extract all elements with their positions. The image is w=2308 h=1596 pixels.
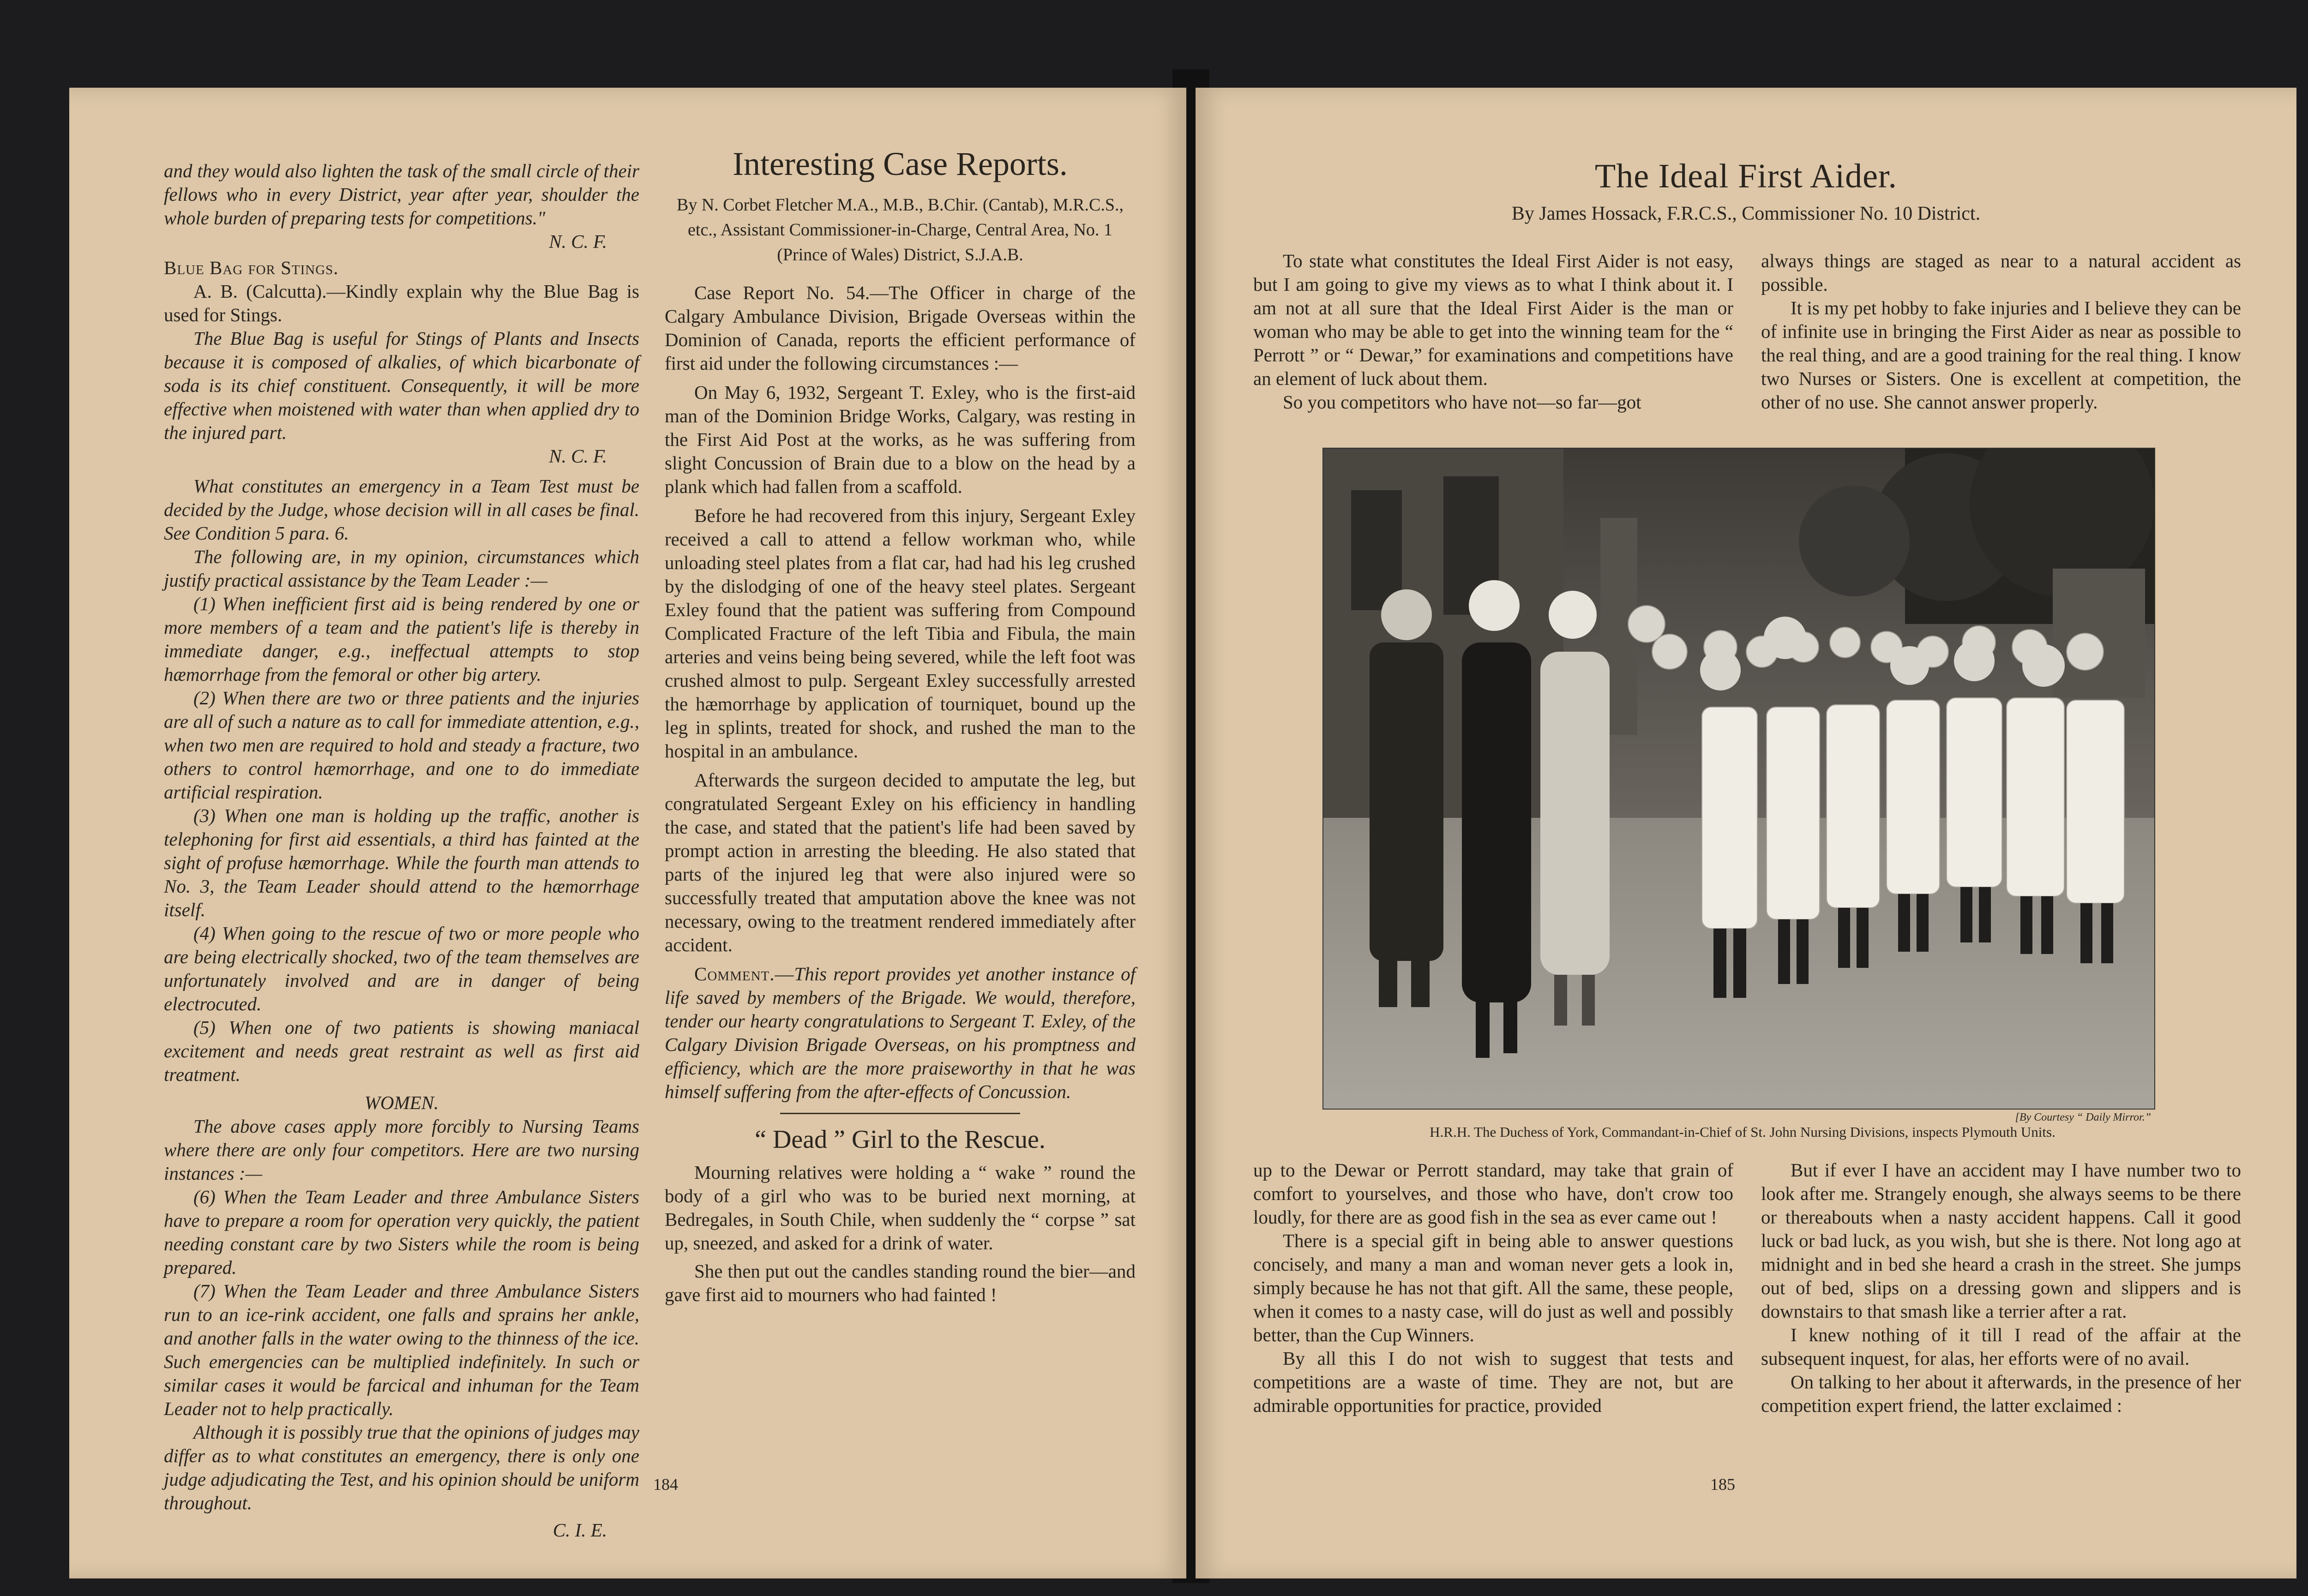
right-bottom-column-2 — [1761, 1158, 2241, 1417]
paragraph: Afterwards the surgeon decided to amputate the leg, but congratulated Sergeant Exley on his efficiency in handling the case, and stated that the patient's life had been saved by prompt action in arresting the bleeding. He also stated that parts of the injured leg that were also injured were so successfully treated that amputation above the knee was not necessary, owing to the treatment rendered immediately after accident. — [665, 769, 1136, 955]
paragraph: There is a special gift in being able to answer questions concisely, and many a man and woman never gets a look in, simply because he has not that gift. All the same, these people, when it comes to a nasty case, will do just as well and possibly better, than the Cup Winners. — [1253, 1230, 1733, 1345]
paragraph: up to the Dewar or Perrott standard, may take that grain of comfort to yourselves, and those who have, don't crow too loudly, for there are as good fish in the sea as ever came out ! — [1253, 1159, 1733, 1228]
paragraph: So you competitors who have not—so far—got — [1283, 391, 1641, 413]
paragraph: (6) When the Team Leader and three Ambulance Sisters have to prepare a room for operation very quickly, the patient needing constant care by two Sisters while the room is being prepared. — [164, 1186, 639, 1278]
paragraph — [665, 962, 1136, 1104]
paragraph: A. B. (Calcutta).—Kindly explain why the Blue Bag is used for Stings. — [164, 281, 639, 325]
section-heading: Blue Bag for Stings. — [164, 257, 339, 278]
paragraph: (5) When one of two patients is showing maniacal excitement and needs great restraint as well as first aid treatment. — [164, 1017, 639, 1085]
paragraph: always things are staged as near to a natural accident as possible. — [1761, 250, 2241, 295]
photo-credit: [By Courtesy “ Daily Mirror.” — [2015, 1111, 2151, 1123]
article-byline: By N. Corbet Fletcher M.A., M.B., B.Chir. (Cantab), M.R.C.S., etc., Assistant Commissioner-in-Charge, Central Area, No. 1 (Prince of Wales) District, S.J.A.B. — [677, 195, 1124, 264]
paragraph: The following are, in my opinion, circumstances which justify practical assistance by the Team Leader :— — [164, 546, 639, 591]
page-number: 185 — [1710, 1475, 1735, 1494]
paragraph: It is my pet hobby to fake injuries and I believe they can be of infinite use in bringing the First Aider as near as possible to the real thing, and are a good training for the real thing. I know two Nurses or Sisters. One is excellent at competition, the other of no use. She cannot answer properly. — [1761, 297, 2241, 413]
paragraph: and they would also lighten the task of the small circle of their fellows who in every District, year after year, shoulder the whole burden of preparing tests for competitions." — [164, 160, 639, 228]
right-top-column-1 — [1253, 249, 1733, 414]
paragraph: (2) When there are two or three patients and the injuries are all of such a nature as to call for immediate attention, e.g., when two men are required to hold and steady a fracture, two others to control hæmorrhage, and one to do immediate artificial respiration. — [164, 687, 639, 803]
comment-label: Comment.— — [694, 963, 794, 984]
left-column-2 — [665, 145, 1136, 1307]
paragraph: To state what constitutes the Ideal First Aider is not easy, but I am going to give my views as to what I think about it. I am not at all sure that the Ideal First Aider is the man or woman who may be able to get into the winning team for the “ Perrott ” or “ Dewar,” for examinations and competitions have an element of luck about them. — [1253, 250, 1733, 389]
article-byline: By James Hossack, F.R.C.S., Commissioner No. 10 District. — [1511, 203, 1981, 224]
comment-text: This report provides yet another instance of life saved by members of the Brigade. We would, therefore, tender our hearty congratulations to Sergeant T. Exley, of the Calgary Division Brigade Overseas, on his promptness and efficiency, which are the more praiseworthy in that he was himself suffering from the after-effects of Concussion. — [665, 963, 1136, 1102]
paragraph: By all this I do not wish to suggest that tests and competitions are a waste of time. They are not, but are admirable opportunities for practice, provided — [1253, 1348, 1733, 1416]
photo-caption: H.R.H. The Duchess of York, Commandant-in-Chief of St. John Nursing Divisions, inspects Plymouth Units. — [1430, 1124, 2056, 1140]
paragraph: What constitutes an emergency in a Team Test must be decided by the Judge, whose decision will in all cases be final. See Condition 5 para. 6. — [164, 475, 639, 544]
section-heading: “ Dead ” Girl to the Rescue. — [755, 1125, 1046, 1154]
paragraph: She then put out the candles standing round the bier—and gave first aid to mourners who had fainted ! — [665, 1260, 1136, 1305]
paragraph: But if ever I have an accident may I have number two to look after me. Strangely enough, she always seems to be there or thereabouts when a nasty accident happens. Call it good luck or bad luck, as you wish, but she is there. Not long ago at midnight and in bed she heard a crash in the street. She jumps out of bed, slips on a dressing gown and slippers and is downstairs to that smash like a terrier after a rat. — [1761, 1159, 2241, 1322]
inspection-photograph — [1322, 448, 2155, 1110]
paragraph: I knew nothing of it till I read of the affair at the subsequent inquest, for alas, her efforts were of no avail. — [1761, 1324, 2241, 1369]
photo-illustration — [1323, 449, 2154, 1109]
paragraph: The above cases apply more forcibly to Nursing Teams where there are only four competitors. Here are two nursing instances :— — [164, 1116, 639, 1184]
paragraph: (7) When the Team Leader and three Ambulance Sisters run to an ice-rink accident, one falls and sprains her ankle, and another falls in the water owing to the thinness of the ice. Such emergencies can be multiplied indefinitely. In such or similar cases it would be farcical and inhuman for the Team Leader not to help practically. — [164, 1280, 639, 1419]
right-bottom-column-1 — [1253, 1158, 1733, 1417]
paragraph: Although it is possibly true that the opinions of judges may differ as to what constitutes an emergency, there is only one judge adjudicating the Test, and his opinion should be uniform throughout. — [164, 1422, 639, 1513]
section-heading: WOMEN. — [364, 1092, 439, 1113]
paragraph: On talking to her about it afterwards, in the presence of her competition expert friend, the latter exclaimed : — [1761, 1371, 2241, 1416]
page-number: 184 — [653, 1475, 678, 1494]
paragraph: The Blue Bag is useful for Stings of Plants and Insects because it is composed of alkalies, of which bicarbonate of soda is its chief constituent. Consequently, it will be more effective when moistened with water than when applied dry to the injured part. — [164, 328, 639, 443]
paragraph: Mourning relatives were holding a “ wake ” round the body of a girl who was to be buried next morning, at Bedregales, in South Chile, when suddenly the “ corpse ” sat up, sneezed, and asked for a drink of water. — [665, 1162, 1136, 1254]
paragraph: Case Report No. 54.—The Officer in charge of the Calgary Ambulance Division, Brigade Overseas within the Dominion of Canada, reports the efficient performance of first aid under the following circumstances :— — [665, 282, 1136, 374]
article-title: Interesting Case Reports. — [733, 145, 1068, 182]
signature: N. C. F. — [549, 231, 607, 252]
right-page — [1196, 88, 2296, 1578]
left-page — [69, 88, 1186, 1578]
paragraph: On May 6, 1932, Sergeant T. Exley, who is the first-aid man of the Dominion Bridge Works, Calgary, was resting in the First Aid Post at the works, as he was suffering from slight Concussion of Brain due to a blow on the head by a plank which had fallen from a scaffold. — [665, 382, 1136, 497]
signature: C. I. E. — [553, 1519, 607, 1541]
signature: N. C. F. — [549, 445, 607, 467]
right-top-column-2 — [1761, 249, 2241, 414]
divider — [780, 1113, 1020, 1114]
paragraph: (3) When one man is holding up the traffic, another is telephoning for first aid essentials, a third has fainted at the sight of profuse hæmorrhage. While the fourth man attends to No. 3, the Team Leader should attend to the hæmorrhage itself. — [164, 805, 639, 920]
paragraph: Before he had recovered from this injury, Sergeant Exley received a call to attend a fellow workman who, while unloading steel plates from a flat car, had had his leg crushed by the dislodging of one of the heavy steel plates. Sergeant Exley found that the patient was suffering from Compound Complicated Fracture of the left Tibia and Fibula, the main arteries and veins being being severed, while the left foot was crushed almost to pulp. Sergeant Exley successfully arrested the hæmorrhage by application of tourniquet, bound up the leg in splints, treated for shock, and rushed the man to the hospital in an ambulance. — [665, 505, 1136, 762]
article-title: The Ideal First Aider. — [1595, 157, 1897, 195]
paragraph: (4) When going to the rescue of two or more people who are being electrically shocked, two of the team themselves are unfortunately involved and are in danger of being electrocuted. — [164, 923, 639, 1014]
left-column-1 — [164, 159, 639, 1542]
paragraph: (1) When inefficient first aid is being rendered by one or more members of a team and the patient's life is thereby in immediate danger, e.g., ineffectual attempts to stop hæmorrhage from the femoral or other big artery. — [164, 593, 639, 685]
